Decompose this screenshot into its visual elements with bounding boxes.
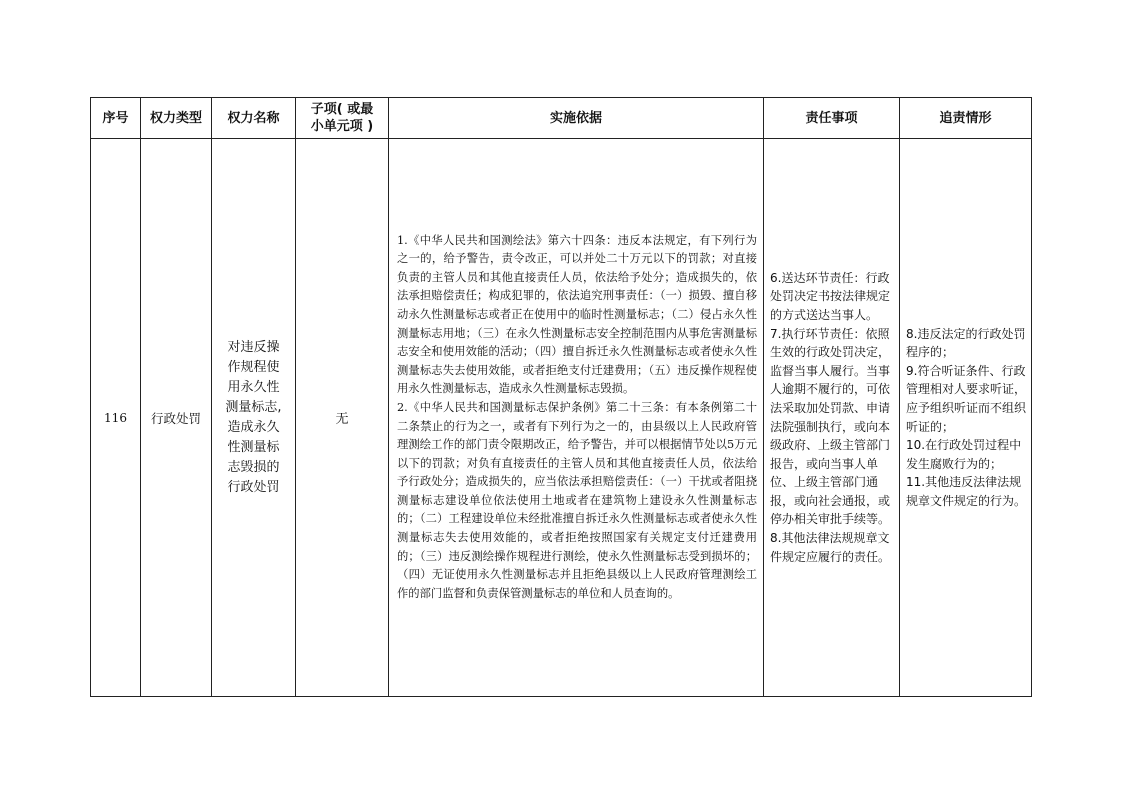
- responsibility-item-7: 7.执行环节责任：依照生效的行政处罚决定，监督当事人履行。当事人逾期不履行的，可依法采取加处罚款、申请法院强制执行，或向本级政府、上级主管部门报告，或向当事人单位、上级主管部门通报，或向社会通报，或停办相关审批手续等。: [770, 326, 891, 527]
- cell-name: 对违反操作规程使用永久性测量标志,造成永久性测量标志毁损的行政处罚: [212, 139, 296, 697]
- accountability-item-8: 8.违反法定的行政处罚程序的；: [906, 326, 1026, 360]
- cell-seq: 116: [91, 139, 141, 697]
- accountability-item-9: 9.符合听证条件、行政管理相对人要求听证，应予组织听证而不组织听证的；: [906, 363, 1027, 434]
- accountability-item-11: 11.其他违反法律法规规章文件规定的行为。: [906, 475, 1027, 508]
- header-type: 权力类型: [141, 98, 212, 139]
- table-row: [91, 139, 1032, 697]
- responsibility-item-6: 6.送达环节责任：行政处罚决定书按法律规定的方式送达当事人。: [770, 270, 891, 322]
- basis-paragraph-2: 2.《中华人民共和国测量标志保护条例》第二十三条：有本条例第二十二条禁止的行为之一，或者有下列行为之一的，由县级以上人民政府管理测绘工作的部门责令限期改正，给予警告，并可以根据情节处以5万元以下的罚款；对负有直接责任的主管人员和其他直接责任人员，依法给予行政处分；造成损失的，应当依法承担赔偿责任：（一）干扰或者阻挠测量标志建设单位依法使用土地或者在建筑物上建设永久性测量标志的；（二）工程建设单位未经批准擅自拆迁永久性测量标志或者使永久性测量标志失去使用效能的，或者拒绝按照国家有关规定支付迁建费用的；（三）违反测绘操作规程进行测绘，使永久性测量标志受到损坏的；（四）无证使用永久性测量标志并且拒绝县级以上人民政府管理测绘工作的部门监督和负责保管测量标志的单位和人员查询的。: [397, 400, 757, 600]
- header-name: 权力名称: [212, 98, 296, 139]
- header-row: [91, 98, 1032, 139]
- header-responsibility: 责任事项: [764, 98, 900, 139]
- power-list-table: [90, 97, 1032, 697]
- header-accountability: 追责情形: [900, 98, 1032, 139]
- header-seq: 序号: [91, 98, 141, 139]
- header-sub-label: 子项( 或最小单元项 ): [310, 102, 374, 134]
- cell-sub: 无: [296, 139, 389, 697]
- header-sub: [296, 98, 389, 139]
- cell-basis: [389, 139, 764, 697]
- cell-accountability: [900, 139, 1032, 697]
- cell-responsibility: [764, 139, 900, 697]
- responsibility-item-8: 8.其他法律法规规章文件规定应履行的责任。: [770, 531, 891, 564]
- basis-paragraph-1: 1.《中华人民共和国测绘法》第六十四条：违反本法规定，有下列行为之一的，给予警告，责令改正，可以并处二十万元以下的罚款；对直接负责的主管人员和其他直接责任人员，依法给予处分；造成损失的，依法承担赔偿责任；构成犯罪的，依法追究刑事责任：（一）损毁、擅自移动永久性测量标志或者正在使用中的临时性测量标志；（二）侵占永久性测量标志用地；（三）在永久性测量标志安全控制范围内从事危害测量标志安全和使用效能的活动；（四）擅自拆迁永久性测量标志或者使永久性测量标志失去使用效能，或者拒绝支付迁建费用；（五）违反操作规程使用永久性测量标志，造成永久性测量标志毁损。: [397, 233, 757, 396]
- accountability-item-10: 10.在行政处罚过程中发生腐败行为的；: [906, 438, 1022, 471]
- header-basis: 实施依据: [389, 98, 764, 139]
- cell-type: 行政处罚: [141, 139, 212, 697]
